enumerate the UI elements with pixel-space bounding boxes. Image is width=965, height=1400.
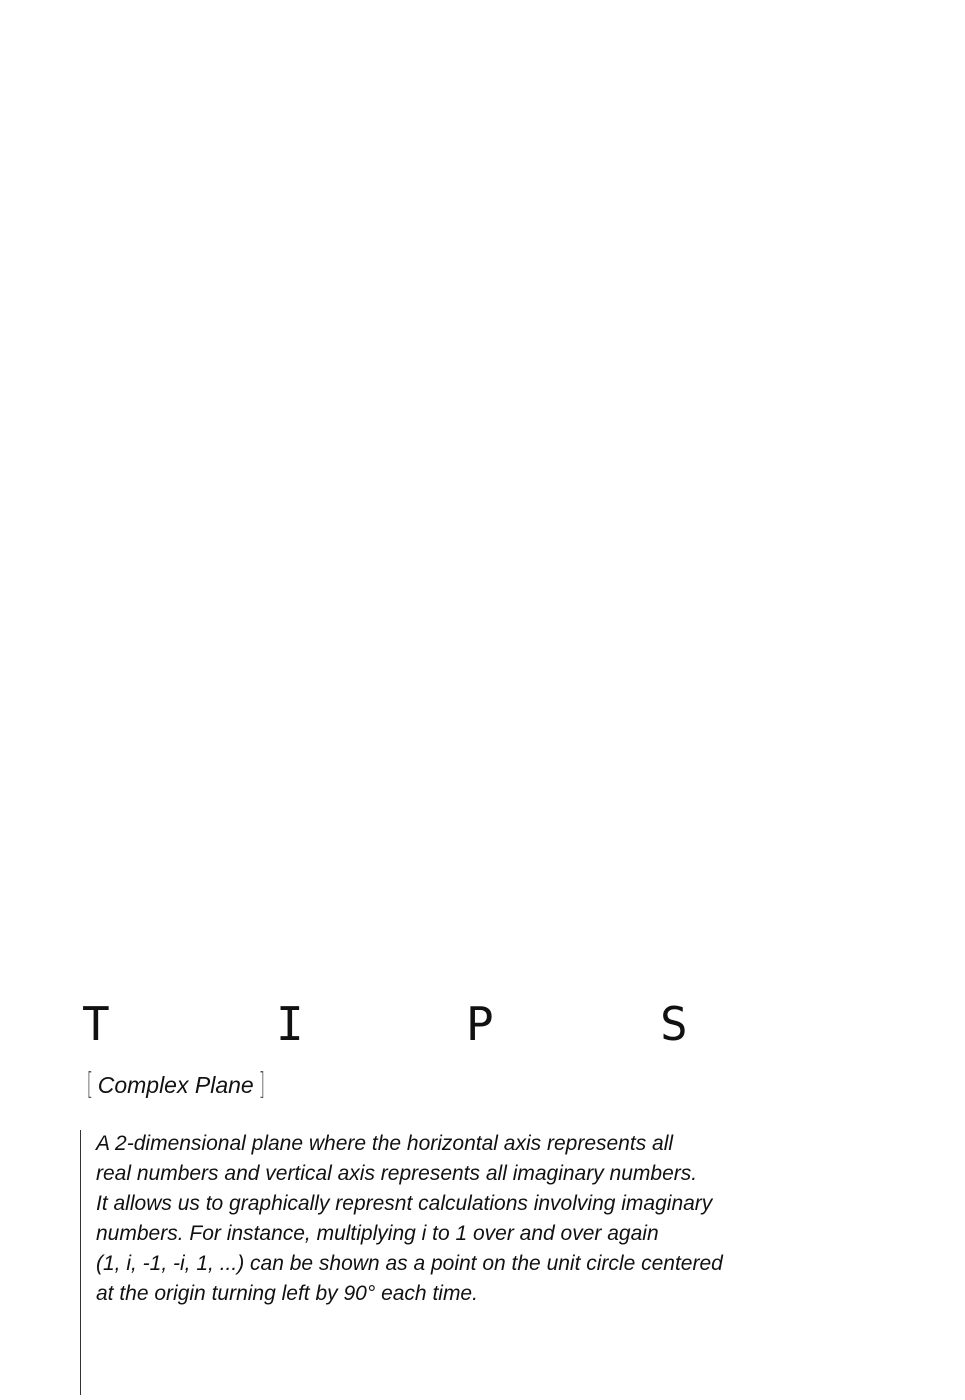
- definition-line: real numbers and vertical axis represents all imaginary numbers.: [96, 1162, 698, 1185]
- definition-line: (1, i, -1, -i, 1, ...) can be shown as a point on the unit circle centered: [96, 1252, 723, 1275]
- tips-heading: [82, 996, 722, 1056]
- definition-text: [96, 1129, 836, 1309]
- definition-line: at the origin turning left by 90° each time.: [96, 1282, 478, 1305]
- definition-rule: [80, 1130, 81, 1395]
- tips-letter-i: I: [276, 997, 304, 1051]
- tips-letter-p: P: [466, 997, 494, 1051]
- tips-letter-t: T: [82, 997, 110, 1051]
- open-bracket: [: [86, 1067, 94, 1102]
- term-title: [84, 1068, 267, 1102]
- definition-line: numbers. For instance, multiplying i to 1 over and over again: [96, 1222, 659, 1245]
- tips-letter-s: S: [660, 997, 688, 1051]
- close-bracket: ]: [258, 1067, 265, 1102]
- definition-line: It allows us to graphically represnt calculations involving imaginary: [96, 1192, 713, 1215]
- term-label: Complex Plane: [97, 1072, 254, 1098]
- definition-line: A 2-dimensional plane where the horizontal axis represents all: [96, 1132, 674, 1155]
